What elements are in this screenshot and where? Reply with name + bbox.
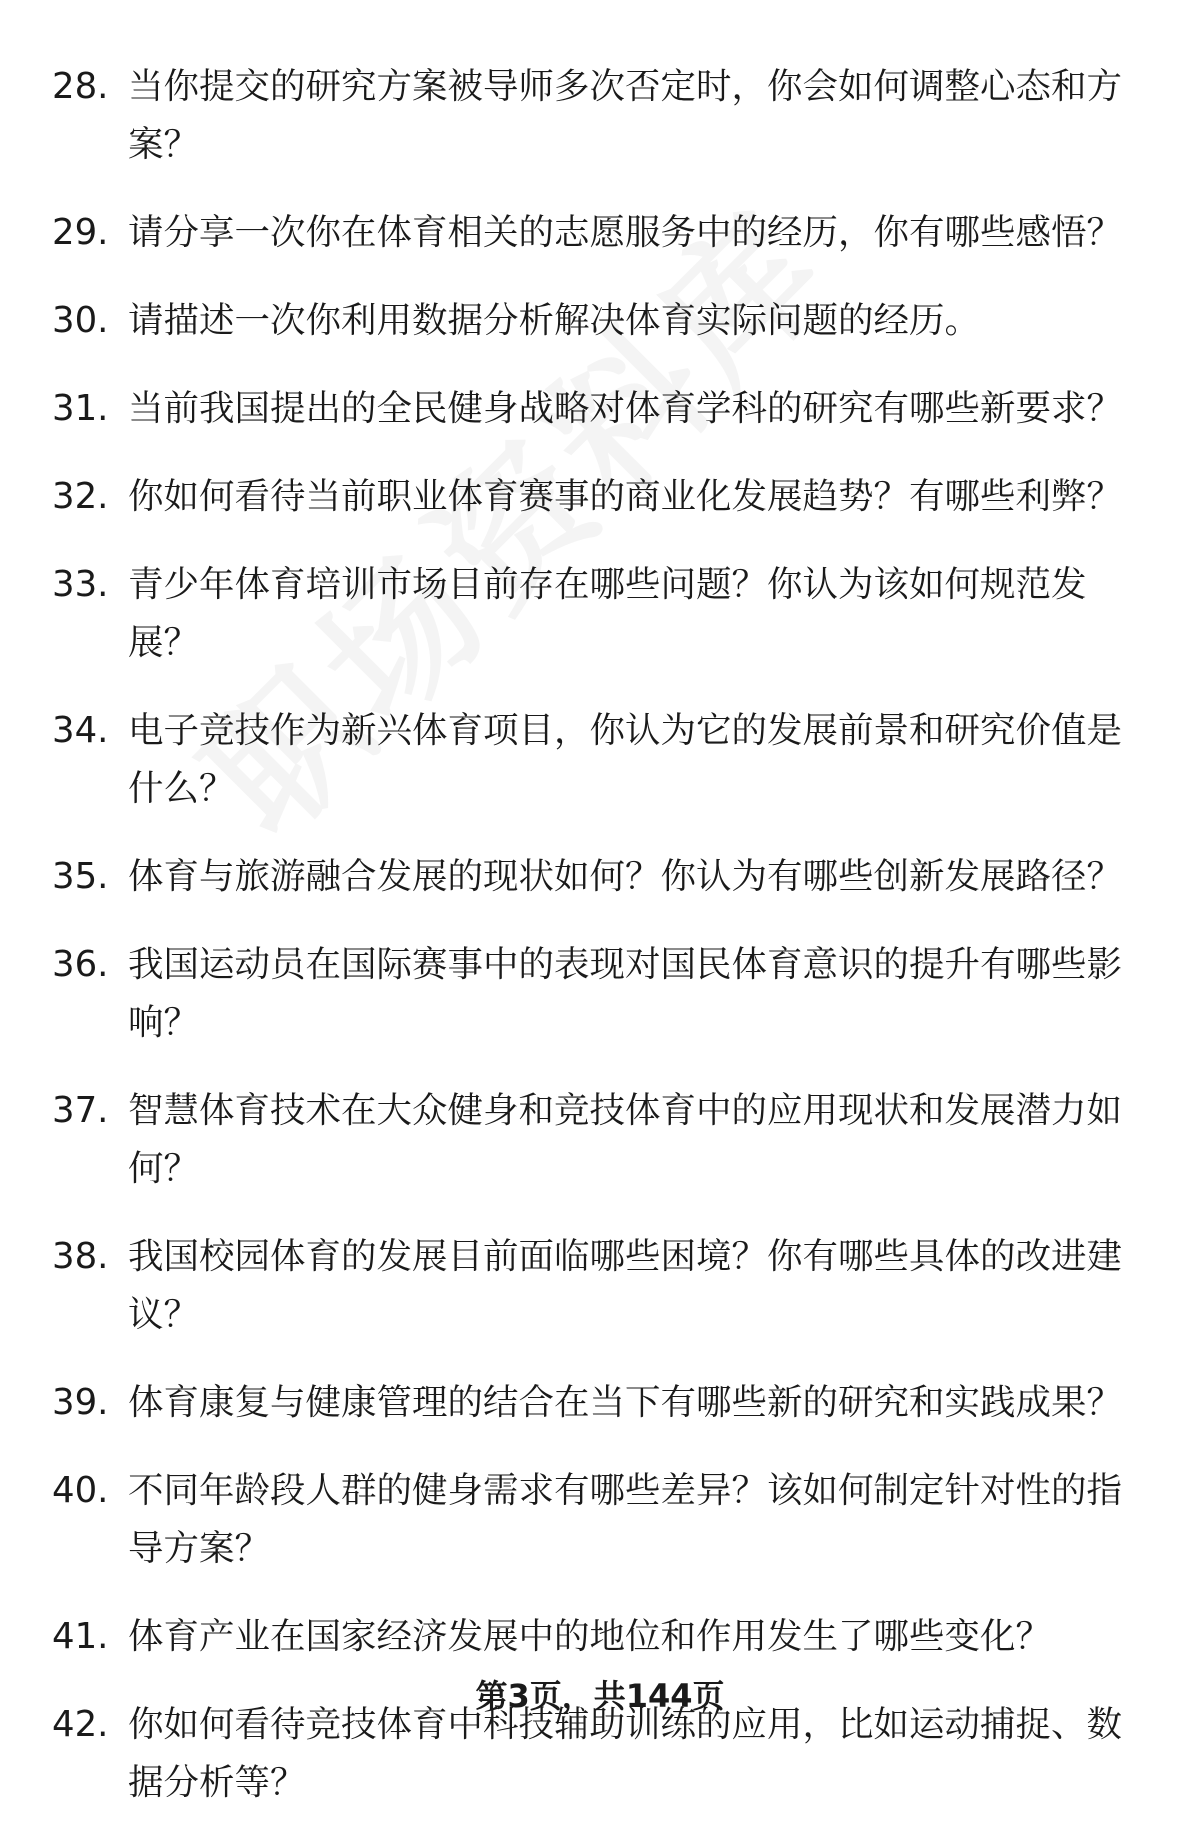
question-number: 31. — [52, 388, 109, 429]
question-number: 36. — [52, 944, 109, 985]
question-text: 体育产业在国家经济发展中的地位和作用发生了哪些变化？ — [128, 1616, 1052, 1657]
question-item — [0, 1462, 1200, 1578]
question-number: 42. — [52, 1704, 109, 1745]
question-number: 40. — [52, 1470, 109, 1511]
question-item — [0, 556, 1200, 672]
question-text: 你如何看待竞技体育中科技辅助训练的应用，比如运动捕捉、数据分析等？ — [128, 1704, 1123, 1803]
question-text: 电子竞技作为新兴体育项目，你认为它的发展前景和研究价值是什么？ — [128, 710, 1123, 809]
question-number: 37. — [52, 1090, 109, 1131]
question-item — [0, 1082, 1200, 1198]
question-text: 体育康复与健康管理的结合在当下有哪些新的研究和实践成果？ — [128, 1382, 1123, 1423]
question-item — [0, 380, 1200, 438]
question-number: 39. — [52, 1382, 109, 1423]
question-number: 41. — [52, 1616, 109, 1657]
question-item — [0, 292, 1200, 350]
question-number: 33. — [52, 564, 109, 605]
question-number: 35. — [52, 856, 109, 897]
question-text: 我国运动员在国际赛事中的表现对国民体育意识的提升有哪些影响？ — [128, 944, 1123, 1043]
question-item — [0, 702, 1200, 818]
question-text: 不同年龄段人群的健身需求有哪些差异？该如何制定针对性的指导方案？ — [128, 1470, 1123, 1569]
question-number: 34. — [52, 710, 109, 751]
question-text: 体育与旅游融合发展的现状如何？你认为有哪些创新发展路径？ — [128, 856, 1123, 897]
question-text: 你如何看待当前职业体育赛事的商业化发展趋势？有哪些利弊？ — [128, 476, 1123, 517]
question-text: 我国校园体育的发展目前面临哪些困境？你有哪些具体的改进建议？ — [128, 1236, 1123, 1335]
question-list — [0, 58, 1200, 1842]
page-number-footer: 第3页，共144页 — [475, 1677, 725, 1715]
question-number: 30. — [52, 300, 109, 341]
question-text: 当前我国提出的全民健身战略对体育学科的研究有哪些新要求？ — [128, 388, 1123, 429]
question-item — [0, 204, 1200, 262]
question-text: 当你提交的研究方案被导师多次否定时，你会如何调整心态和方案？ — [128, 66, 1123, 165]
question-text: 请分享一次你在体育相关的志愿服务中的经历，你有哪些感悟？ — [128, 212, 1123, 253]
question-text: 请描述一次你利用数据分析解决体育实际问题的经历。 — [128, 300, 981, 341]
question-item — [0, 1228, 1200, 1344]
question-item — [0, 1374, 1200, 1432]
question-number: 29. — [52, 212, 109, 253]
question-text: 智慧体育技术在大众健身和竞技体育中的应用现状和发展潜力如何？ — [128, 1090, 1123, 1189]
question-number: 38. — [52, 1236, 109, 1277]
question-number: 28. — [52, 66, 109, 107]
question-item — [0, 468, 1200, 526]
question-text: 青少年体育培训市场目前存在哪些问题？你认为该如何规范发展？ — [128, 564, 1087, 663]
question-item — [0, 848, 1200, 906]
question-item — [0, 1608, 1200, 1666]
question-number: 32. — [52, 476, 109, 517]
question-item — [0, 936, 1200, 1052]
question-item — [0, 58, 1200, 174]
